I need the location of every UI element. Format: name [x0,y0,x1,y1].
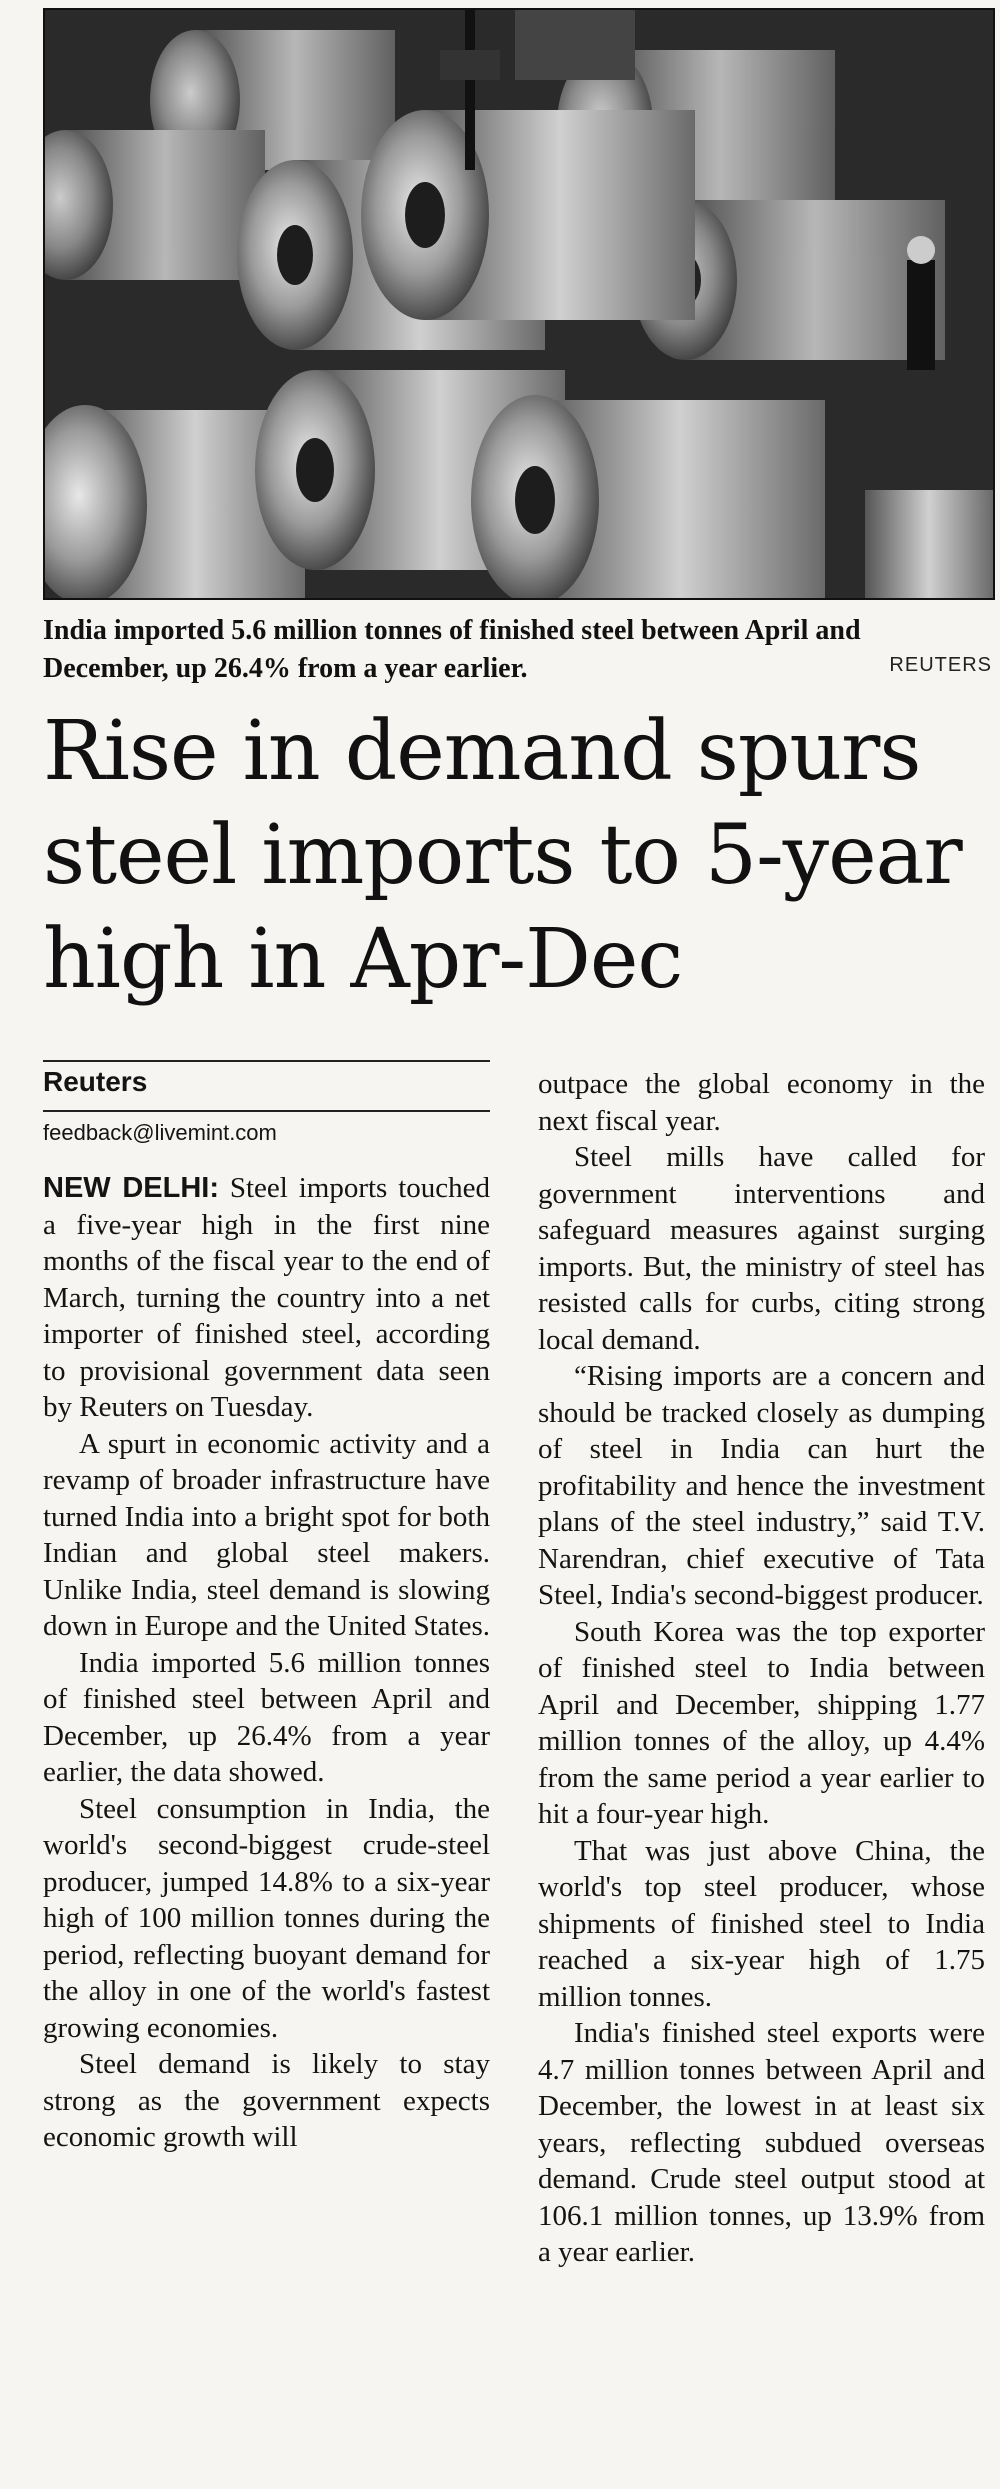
headline [43,700,993,1012]
dateline: NEW DELHI: [43,1172,219,1204]
article-paragraph: Steel mills have called for government interventions and safeguard measures against surging imports. But, the ministry of steel has resisted calls for curbs, citing strong local demand. [538,1141,985,1356]
article-paragraph: A spurt in economic activity and a revamp of broader infrastructure have turned India into a bright spot for both Indian and global steel makers. Unlike India, steel demand is slowing down in Europe and the United States. [43,1427,490,1642]
byline-divider [43,1110,490,1112]
article-paragraph: India's finished steel exports were 4.7 million tonnes between April and December, the lowest in at least six years, reflecting subdued overseas demand. Crude steel output stood at 106.1 million tonnes, up 13.9% from a year earlier. [538,2017,985,2268]
steel-coils-photo [43,8,995,600]
byline-divider-top [43,1060,490,1062]
headline-line-3: high in Apr-Dec [43,912,683,1007]
article-paragraph: That was just above China, the world's top steel producer, whose shipments of finished steel to India reached a six-year high of 1.75 million tonnes. [538,1834,985,2013]
article-paragraph: “Rising imports are a concern and should be tracked closely as dumping of steel in India can hurt the profitability and hence the investment plans of the steel industry,” said T.V. Narendran, chief executive of Tata Steel, India's second-biggest producer. [538,1360,985,1611]
article-paragraph: India imported 5.6 million tonnes of finished steel between April and December, up 26.4% from a year earlier, the data showed. [43,1646,490,1788]
headline-line-1: Rise in demand spurs [43,704,921,799]
byline-author: Reuters [43,1066,148,1097]
photo-caption [43,612,991,688]
photo-credit: REUTERS [889,654,992,676]
article-column-left [43,1170,490,2156]
article-column-right [538,1066,985,2271]
article-paragraph: Steel demand is likely to stay strong as the government expects economic growth will [43,2048,490,2153]
headline-line-2: steel imports to 5-year [43,808,962,903]
article-paragraph: NEW DELHI: Steel imports touched a five-year high in the first nine months of the fiscal year to the end of March, turning the country into a net importer of finished steel, according to provisional government data seen by Reuters on Tuesday. [43,1172,491,1423]
steel-coils-image [45,10,993,598]
article-paragraph: Steel consumption in India, the world's second-biggest crude-steel producer, jumped 14.8% to a six-year high of 100 million tonnes during the period, reflecting buoyant demand for the alloy in one of the world's fastest growing economies. [43,1792,490,2044]
caption-text: India imported 5.6 million tonnes of finished steel between April and December, up 26.4% from a year earlier. [43,615,861,684]
article-paragraph: South Korea was the top exporter of finished steel to India between April and December, shipping 1.77 million tonnes of the alloy, up 4.4% from the same period a year earlier to hit a four-year high. [538,1615,985,1830]
article-paragraph: outpace the global economy in the next fiscal year. [538,1068,985,1137]
byline-email: feedback@livemint.com [43,1120,277,1145]
